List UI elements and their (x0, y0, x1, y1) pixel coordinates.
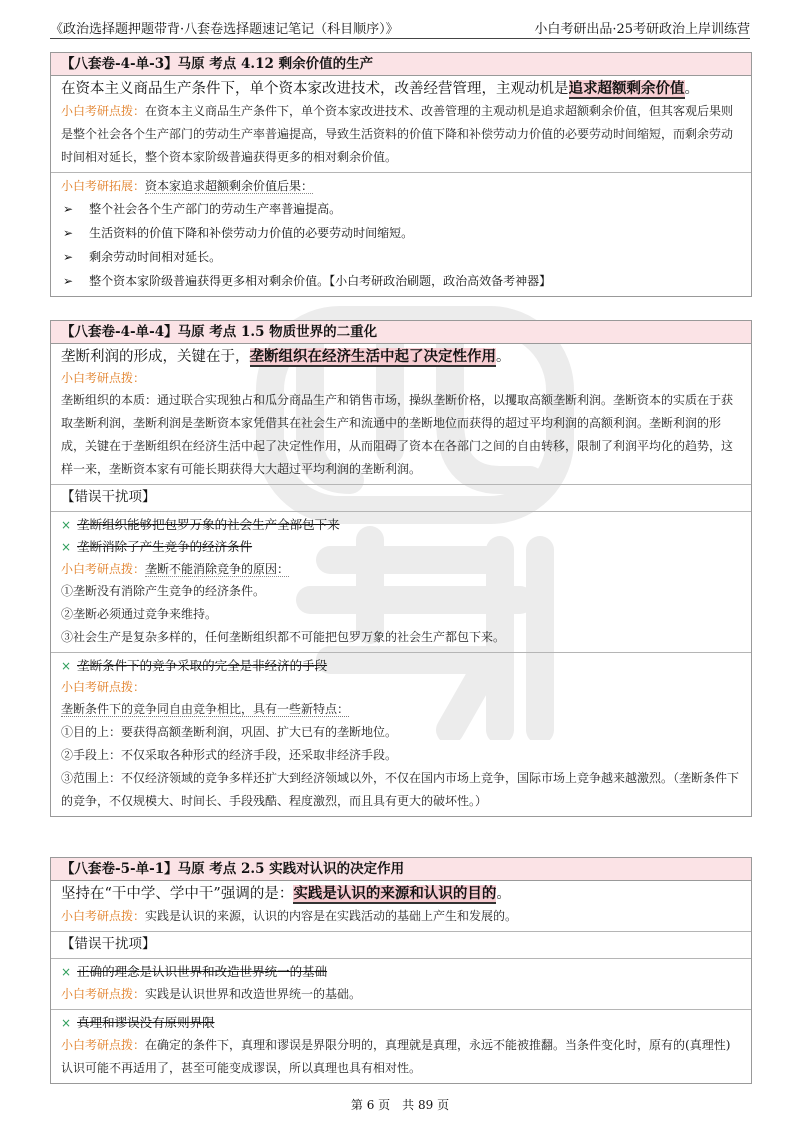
feature-item: ③范围上：不仅经济领域的竞争多样还扩大到经济领域以外，不仅在国内市场上竞争，国际市场上竞争越来越激烈。（垄断条件下的竞争，不仅规模大、时间长、手段残酷、程度激烈，而且具有更大的破坏性。） (61, 771, 740, 808)
extension-bullet: ➢ 整个资本家阶级普遍获得更多相对剩余价值。【小白考研政治刷题，政治高效备考神器】 (63, 274, 552, 288)
tip-label: 小白考研点拨： (61, 104, 146, 118)
page-footer: 第 6 页 共 89 页 (350, 1098, 450, 1112)
wrong-options-row (51, 958, 751, 1009)
reason-item: ②垄断必须通过竞争来维持。 (61, 607, 218, 621)
extension-bullet: ➢ 生活资料的价值下降和补偿劳动力价值的必要劳动时间缩短。 (63, 226, 414, 240)
distractor-tag-row (51, 484, 751, 511)
extension-row (51, 172, 751, 296)
wrong-option: × 垄断条件下的竞争采取的完全是非经济的手段 (61, 658, 328, 673)
question-row (51, 881, 751, 931)
question-section-1 (50, 52, 752, 297)
wrong-option: × 垄断组织能够把包罗万象的社会生产全部包下来 (61, 517, 340, 532)
correct-answer: 追求超额剩余价值 (568, 80, 685, 97)
question-text: 垄断利润的形成，关键在于，垄断组织在经济生活中起了决定性作用。 (61, 348, 511, 365)
cross-icon: × (61, 965, 72, 979)
tip-text: 实践是认识的来源，认识的内容是在实践活动的基础上产生和发展的。 (145, 909, 518, 923)
header-brand: 小白考研出品·25考研政治上岸训练营 (534, 22, 750, 37)
extension-bullet: ➢ 整个社会各个生产部门的劳动生产率普遍提高。 (63, 202, 342, 216)
tip-block (61, 905, 741, 928)
wrong-option: × 垄断消除了产生竞争的经济条件 (61, 539, 253, 554)
distractor-tag: 【错误干扰项】 (61, 489, 156, 505)
tip-block: 小白考研点拨：垄断不能消除竞争的原因： (61, 562, 290, 576)
tip-label: 小白考研点拨： (61, 909, 146, 923)
wrong-options-row (51, 652, 751, 816)
correct-answer: 垄断组织在经济生活中起了决定性作用 (249, 348, 496, 365)
cross-icon: × (61, 540, 72, 554)
question-section-3 (50, 857, 752, 1084)
extension-bullet: ➢ 剩余劳动时间相对延长。 (63, 250, 222, 264)
wrong-options-row (51, 511, 751, 652)
wrong-option: × 正确的理念是认识世界和改造世界统一的基础 (61, 964, 328, 979)
question-text: 坚持在“干中学、学中干”强调的是：实践是认识的来源和认识的目的。 (61, 885, 511, 902)
arrow-bullet-icon: ➢ (63, 226, 74, 240)
arrow-bullet-icon: ➢ (63, 274, 74, 288)
section-title: 【八套卷-4-单-4】马原 考点 1.5 物质世界的二重化 (51, 321, 751, 344)
question-row (51, 344, 751, 484)
arrow-bullet-icon: ➢ (63, 250, 74, 264)
arrow-bullet-icon: ➢ (63, 202, 74, 216)
section-title: 【八套卷-4-单-3】马原 考点 4.12 剩余价值的生产 (51, 53, 751, 76)
tip-block: 小白考研点拨：在确定的条件下，真理和谬误是界限分明的，真理就是真理，永远不能被推翻。当条件变化时，原有的(真理性)认识可能不再适用了，甚至可能变成谬误，所以真理也具有相对性。 (61, 1038, 731, 1075)
correct-answer: 实践是认识的来源和认识的目的 (293, 885, 497, 902)
feature-item: ②手段上：不仅采取各种形式的经济手段，还采取非经济手段。 (61, 748, 398, 762)
distractor-tag: 【错误干扰项】 (61, 936, 156, 952)
extension-title: 小白考研拓展：资本家追求超额剩余价值后果： (61, 179, 314, 193)
header-doc-title: 《政治选择题押题带背·八套卷选择题速记笔记（科目顺序）》 (50, 22, 399, 37)
cross-icon: × (61, 1016, 72, 1030)
wrong-option: × 真理和谬误没有原则界限 (61, 1015, 215, 1030)
cross-icon: × (61, 659, 72, 673)
page-header (50, 14, 750, 39)
tip-label: 小白考研点拨： (61, 680, 146, 694)
distractor-tag-row (51, 931, 751, 958)
question-text: 在资本主义商品生产条件下，单个资本家改进技术，改善经营管理，主观动机是追求超额剩余价值。 (61, 80, 699, 97)
feature-item: ①目的上：要获得高额垄断利润，巩固、扩大已有的垄断地位。 (61, 725, 398, 739)
tip-label: 小白考研点拨： (61, 371, 146, 385)
question-section-2 (50, 320, 752, 817)
reason-item: ①垄断没有消除产生竞争的经济条件。 (61, 584, 266, 598)
cross-icon: × (61, 518, 72, 532)
reason-item: ③社会生产是复杂多样的，任何垄断组织都不可能把包罗万象的社会生产都包下来。 (61, 630, 506, 644)
wrong-options-row (51, 1009, 751, 1083)
tip-title: 垄断条件下的竞争同自由竞争相比，具有一些新特点： (61, 702, 350, 716)
section-title: 【八套卷-5-单-1】马原 考点 2.5 实践对认识的决定作用 (51, 858, 751, 881)
tip-text: 垄断组织的本质：通过联合实现独占和瓜分商品生产和销售市场，操纵垄断价格，以攫取高额垄断利润。垄断资本的实质在于获取垄断利润，垄断利润是垄断资本家凭借其在社会生产和流通中的垄断地位而获得的超过平均利润的高额利润。垄断利润的形成，关键在于垄断组织在经济生活中起了决定性作用，从而阻碍了资本在各部门之间的自由转移，限制了利润平均化的趋势，这样一来，垄断资本家有可能长期获得大大超过平均利润的垄断利润。 (61, 393, 734, 476)
tip-block: 小白考研点拨：实践是认识世界和改造世界统一的基础。 (61, 987, 362, 1001)
tip-text: 在资本主义商品生产条件下，单个资本家改进技术、改善管理的主观动机是追求超额剩余价值，但其客观后果则是整个社会各个生产部门的劳动生产率普遍提高，导致生活资料的价值下降和补偿劳动力价值的必要劳动时间缩短，而剩余劳动时间相对延长，整个资本家阶级普遍获得更多的相对剩余价值。 (61, 104, 734, 164)
question-row (51, 76, 751, 172)
tip-block (61, 100, 741, 169)
